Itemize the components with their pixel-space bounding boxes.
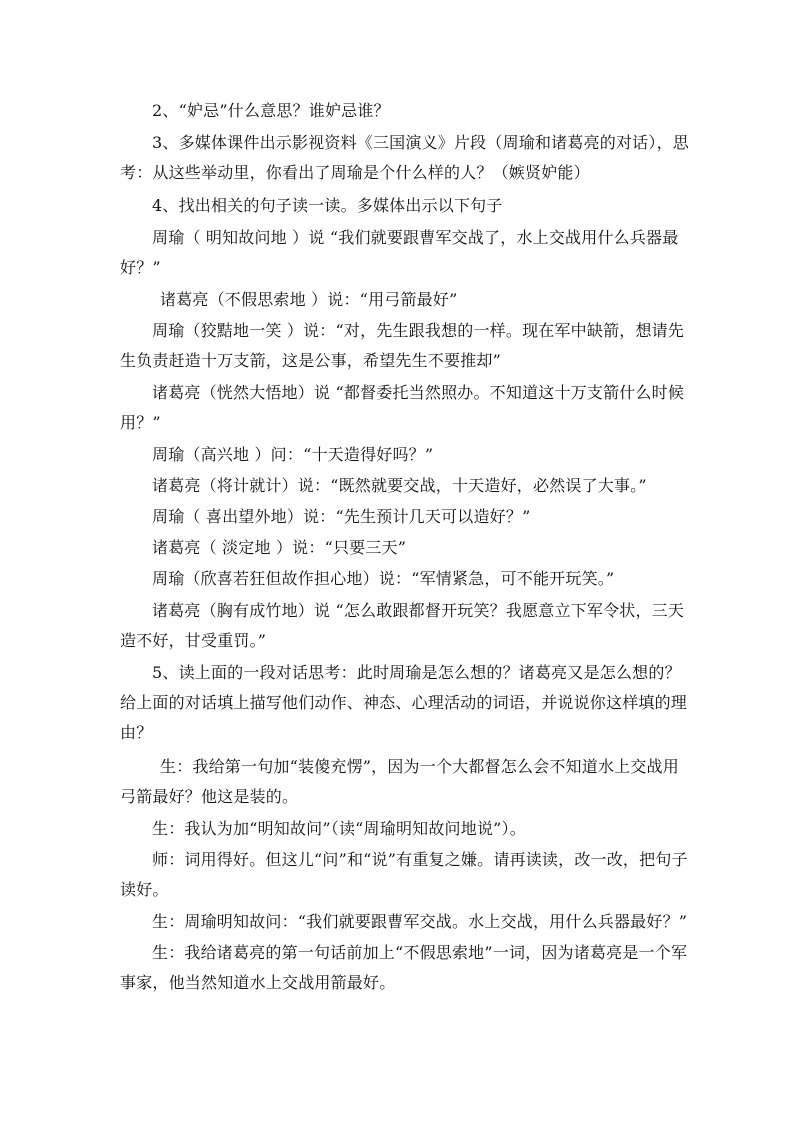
student-answer-2: 生：我认为加“明知故问”（读“周瑜明知故问地说”）。 — [152, 819, 526, 838]
student-answer-1: 生：我给第一句加“装傻充愣”，因为一个大都督怎么会不知道水上交战用弓箭最好？他这是装的。 — [120, 757, 679, 806]
student-answer-3: 生：周瑜明知故问：“我们就要跟曹军交战。水上交战，用什么兵器最好？” — [152, 912, 688, 931]
dialogue-line-5: 周瑜（高兴地 ）问：“十天造得好吗？” — [152, 445, 434, 464]
dialogue-line-3: 周瑜（狡黠地一笑 ）说：“对，先生跟我想的一样。现在军中缺箭，想请先生负责赶造十万支箭，这是公事，希望先生不要推却” — [120, 321, 685, 370]
dialogue-line-9: 周瑜（欣喜若狂但故作担心地）说：“军情紧急，可不能开玩笑。” — [152, 569, 615, 588]
question-5: 5、读上面的一段对话思考：此时周瑜是怎么想的？诸葛亮又是怎么想的？给上面的对话填上描写他们动作、神态、心理活动的词语，并说说你这样填的理由？ — [120, 663, 688, 742]
dialogue-line-7: 周瑜（ 喜出望外地）说：“先生预计几天可以造好？” — [152, 507, 531, 526]
question-3: 3、多媒体课件出示影视资料《三国演义》片段（周瑜和诸葛亮的对话），思考：从这些举动里，你看出了周瑜是个什么样的人？（嫉贤妒能） — [120, 133, 689, 182]
student-answer-4: 生：我给诸葛亮的第一句话前加上“不假思索地”一词，因为诸葛亮是一个军事家，他当然知道水上交战用箭最好。 — [120, 943, 688, 992]
dialogue-line-4: 诸葛亮（恍然大悟地）说 “都督委托当然照办。不知道这十万支箭什么时候用？” — [120, 383, 685, 432]
dialogue-line-1: 周瑜（ 明知故问地 ）说 “我们就要跟曹军交战了，水上交战用什么兵器最好？” — [120, 228, 679, 277]
question-4: 4、找出相关的句子读一读。多媒体出示以下句子 — [152, 196, 503, 215]
dialogue-line-8: 诸葛亮（ 淡定地 ）说：“只要三天” — [152, 538, 407, 557]
teacher-comment: 师：词用得好。但这儿“问”和“说”有重复之嫌。请再读读，改一改，把句子读好。 — [120, 850, 688, 899]
dialogue-line-2: 诸葛亮（不假思索地 ）说：“用弓箭最好” — [160, 290, 458, 309]
dialogue-line-6: 诸葛亮（将计就计）说：“既然就要交战，十天造好，必然误了大事。” — [152, 476, 647, 495]
dialogue-line-10: 诸葛亮（胸有成竹地）说 “怎么敢跟都督开玩笑？我愿意立下军令状，三天造不好，甘受重罚。” — [120, 601, 685, 650]
question-2: 2、“妒忌”什么意思？谁妒忌谁？ — [152, 101, 390, 120]
